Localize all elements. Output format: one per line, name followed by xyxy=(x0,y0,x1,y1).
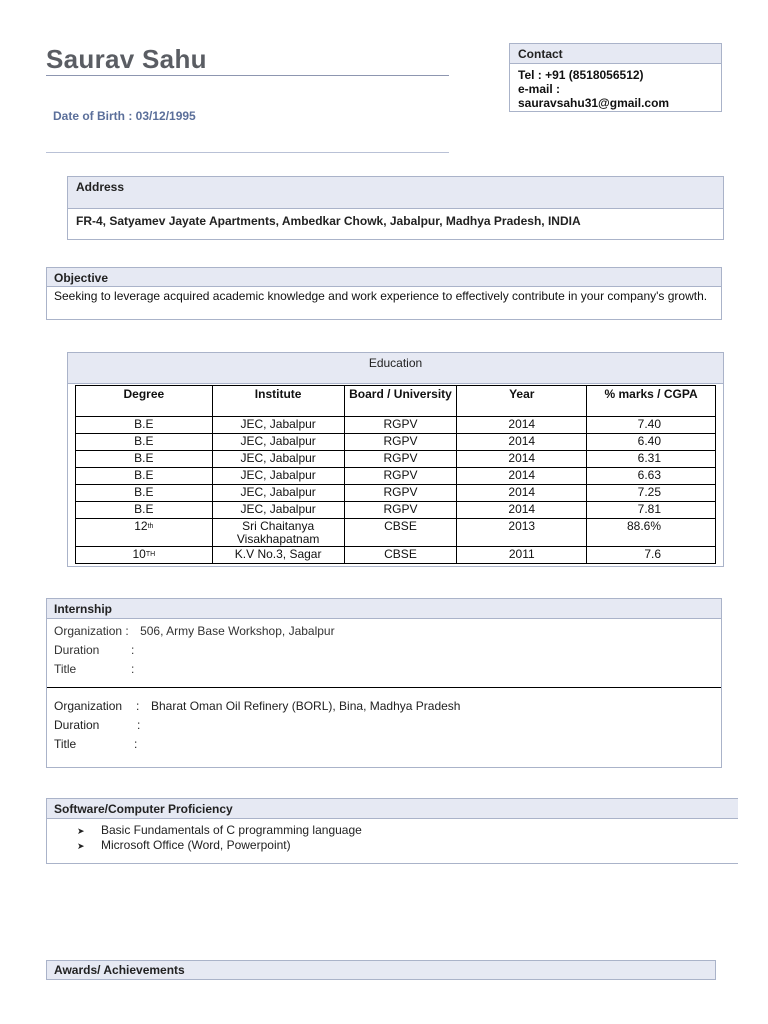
marks-cell: 88.6% xyxy=(587,519,716,547)
col-degree: Degree xyxy=(76,386,213,417)
table-row xyxy=(76,451,716,468)
internship-2-org-row xyxy=(54,699,460,713)
org-value: Bharat Oman Oil Refinery (BORL), Bina, Madhya Pradesh xyxy=(151,699,461,713)
degree-cell: B.E xyxy=(76,485,213,502)
marks-cell: 6.63 xyxy=(587,468,716,485)
col-board: Board / University xyxy=(344,386,457,417)
table-row xyxy=(76,547,716,564)
year-cell: 2011 xyxy=(457,547,587,564)
internship-1-title-row xyxy=(54,662,134,676)
awards-header: Awards/ Achievements xyxy=(47,961,715,979)
arrowhead-icon: ➤ xyxy=(77,826,85,836)
internship-header: Internship xyxy=(47,599,721,619)
degree-cell: B.E xyxy=(76,502,213,519)
degree-cell: B.E xyxy=(76,434,213,451)
institute-cell: JEC, Jabalpur xyxy=(212,434,344,451)
title-label: Title xyxy=(54,662,77,676)
title-colon: : xyxy=(134,737,138,751)
table-row xyxy=(76,417,716,434)
arrowhead-icon: ➤ xyxy=(77,841,85,851)
org-colon: : xyxy=(136,699,140,713)
education-section xyxy=(67,352,724,567)
contact-email-label: e-mail : xyxy=(518,82,561,96)
duration-colon: : xyxy=(131,643,135,657)
education-table xyxy=(75,385,716,564)
year-cell: 2014 xyxy=(457,434,587,451)
internship-1-org-row xyxy=(54,624,335,638)
awards-section xyxy=(46,960,716,980)
marks-cell: 6.31 xyxy=(587,451,716,468)
internship-2-title-row xyxy=(54,737,137,751)
marks-cell: 7.6 xyxy=(587,547,716,564)
table-row xyxy=(76,519,716,547)
table-row xyxy=(76,434,716,451)
contact-tel: Tel : +91 (8518056512) xyxy=(518,68,644,82)
objective-header: Objective xyxy=(47,268,721,287)
internship-section xyxy=(46,598,722,768)
org-label: Organization xyxy=(54,699,123,713)
software-list xyxy=(77,823,738,853)
software-header: Software/Computer Proficiency xyxy=(47,799,738,819)
address-section xyxy=(67,176,724,240)
date-of-birth: Date of Birth : 03/12/1995 xyxy=(53,109,196,123)
board-cell: CBSE xyxy=(344,519,457,547)
contact-section xyxy=(509,43,722,112)
institute-cell: Sri Chaitanya Visakhapatnam xyxy=(212,519,344,547)
duration-colon: : xyxy=(137,718,141,732)
col-marks: % marks / CGPA xyxy=(587,386,716,417)
education-header: Education xyxy=(68,353,723,384)
year-cell: 2014 xyxy=(457,485,587,502)
institute-cell: JEC, Jabalpur xyxy=(212,451,344,468)
degree-cell: B.E xyxy=(76,468,213,485)
institute-cell: JEC, Jabalpur xyxy=(212,468,344,485)
degree-cell: B.E xyxy=(76,451,213,468)
year-cell: 2014 xyxy=(457,468,587,485)
degree-ordinal: th xyxy=(147,523,154,530)
marks-cell: 6.40 xyxy=(587,434,716,451)
degree-ordinal: TH xyxy=(145,551,156,558)
marks-cell: 7.40 xyxy=(587,417,716,434)
internship-2-duration-row xyxy=(54,718,140,732)
col-institute: Institute xyxy=(212,386,344,417)
candidate-name: Saurav Sahu xyxy=(46,44,207,74)
institute-cell: JEC, Jabalpur xyxy=(212,485,344,502)
internship-divider xyxy=(47,687,721,688)
degree-cell: B.E xyxy=(76,417,213,434)
board-cell: RGPV xyxy=(344,451,457,468)
objective-text: Seeking to leverage acquired academic knowledge and work experience to effectively contribute in your company's growth. xyxy=(54,289,708,303)
year-cell: 2014 xyxy=(457,451,587,468)
degree-cell: 10TH xyxy=(76,547,213,564)
contact-header: Contact xyxy=(510,44,721,64)
board-cell: RGPV xyxy=(344,417,457,434)
institute-cell: JEC, Jabalpur xyxy=(212,502,344,519)
org-label: Organization : xyxy=(54,624,129,638)
software-section xyxy=(46,798,738,864)
name-divider xyxy=(46,75,449,76)
marks-cell: 7.81 xyxy=(587,502,716,519)
year-cell: 2014 xyxy=(457,502,587,519)
institute-cell: JEC, Jabalpur xyxy=(212,417,344,434)
list-item: ➤ Microsoft Office (Word, Powerpoint) xyxy=(77,838,291,852)
address-header: Address xyxy=(68,177,723,209)
table-row xyxy=(76,468,716,485)
table-row xyxy=(76,485,716,502)
degree-cell: 12th xyxy=(76,519,213,547)
board-cell: RGPV xyxy=(344,485,457,502)
col-year: Year xyxy=(457,386,587,417)
address-text: FR-4, Satyamev Jayate Apartments, Ambedkar Chowk, Jabalpur, Madhya Pradesh, INDIA xyxy=(76,214,581,228)
duration-label: Duration xyxy=(54,718,100,732)
board-cell: RGPV xyxy=(344,468,457,485)
marks-cell: 7.25 xyxy=(587,485,716,502)
title-colon: : xyxy=(131,662,135,676)
dob-divider xyxy=(46,152,449,153)
contact-email: sauravsahu31@gmail.com xyxy=(518,96,670,110)
table-row xyxy=(76,502,716,519)
internship-1-duration-row xyxy=(54,643,134,657)
year-cell: 2013 xyxy=(457,519,587,547)
list-item: ➤ Basic Fundamentals of C programming language xyxy=(77,823,362,837)
board-cell: RGPV xyxy=(344,502,457,519)
duration-label: Duration xyxy=(54,643,100,657)
title-label: Title xyxy=(54,737,77,751)
institute-cell: K.V No.3, Sagar xyxy=(212,547,344,564)
org-value: 506, Army Base Workshop, Jabalpur xyxy=(140,624,335,638)
objective-section xyxy=(46,267,722,320)
board-cell: RGPV xyxy=(344,434,457,451)
year-cell: 2014 xyxy=(457,417,587,434)
board-cell: CBSE xyxy=(344,547,457,564)
